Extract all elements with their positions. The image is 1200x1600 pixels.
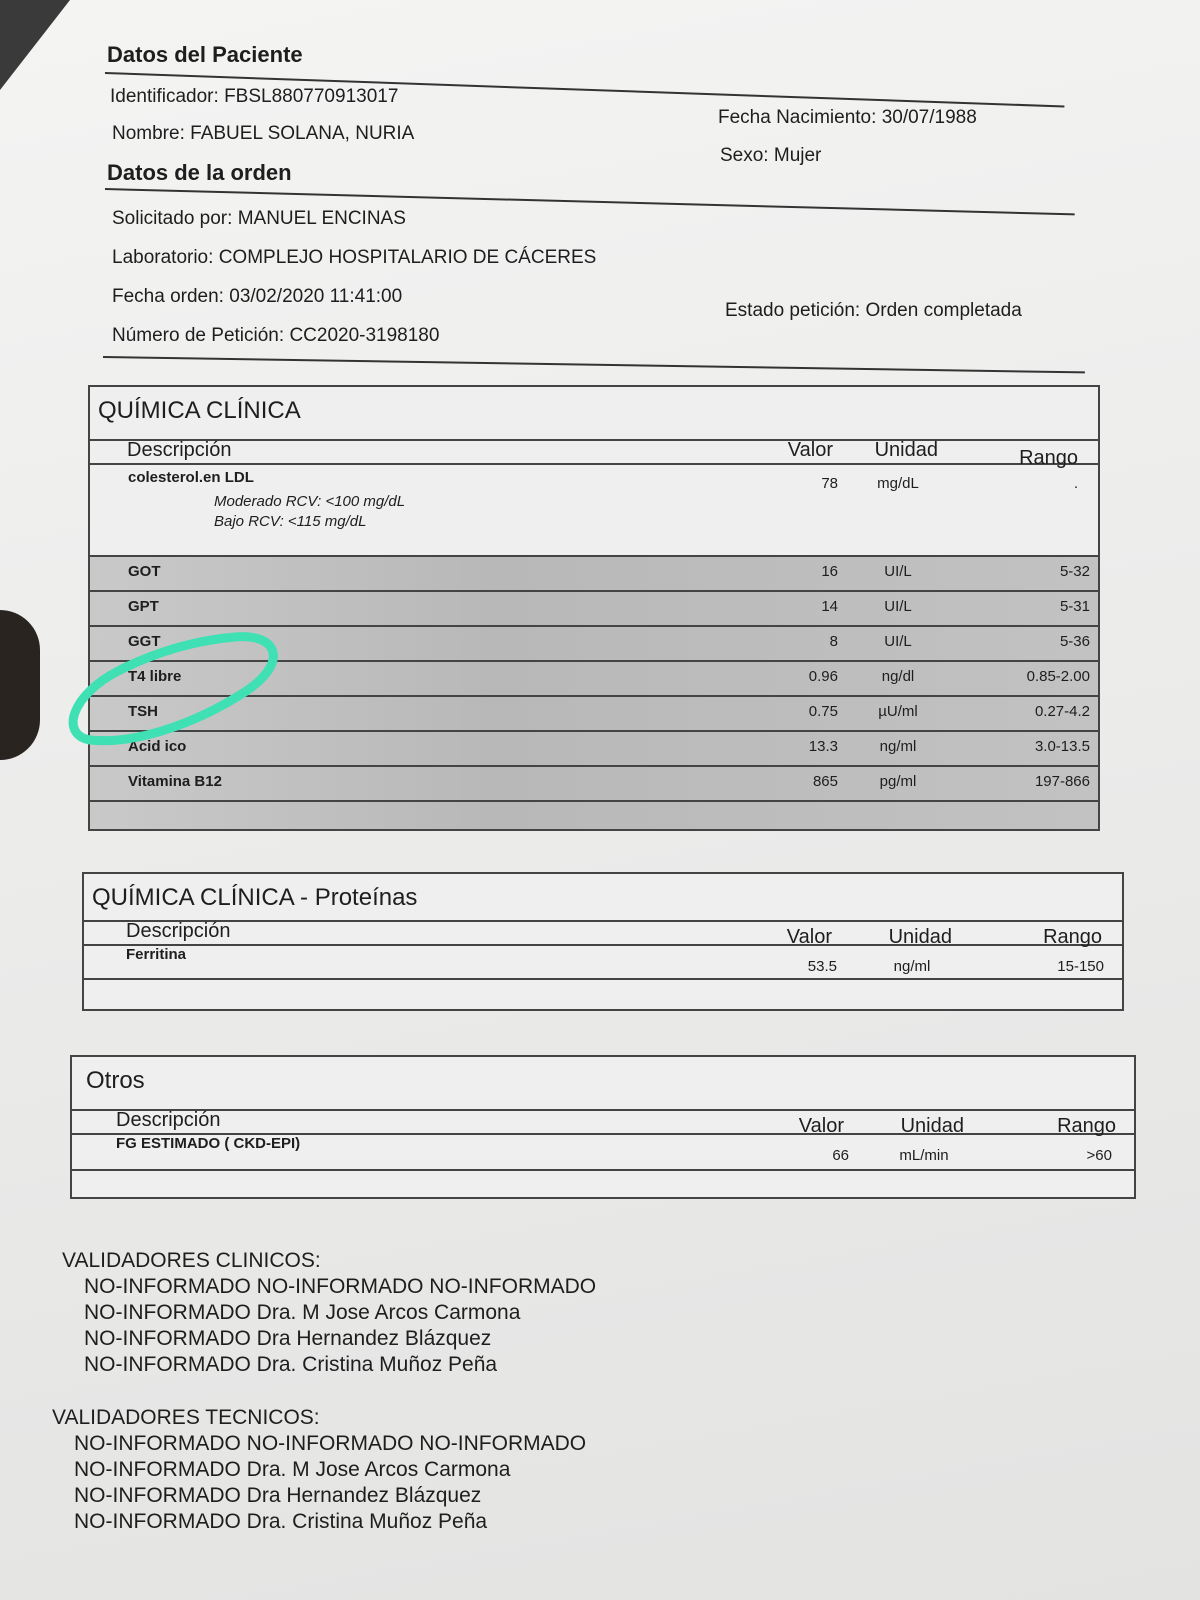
header-value: Valor <box>787 439 833 461</box>
patient-id: Identificador: FBSL880770913017 <box>110 86 399 107</box>
row-unit: ng/ml <box>893 958 931 975</box>
row-description: GPT <box>128 598 159 615</box>
dark-background-corner <box>0 0 70 90</box>
highlight-circle-annotation <box>60 625 290 765</box>
header-unit: Unidad <box>888 926 952 948</box>
row-range: >60 <box>1086 1147 1112 1164</box>
header-range: Rango <box>1057 1115 1116 1137</box>
row-unit: ng/dl <box>881 668 915 685</box>
patient-dob: Fecha Nacimiento: 30/07/1988 <box>718 107 977 128</box>
row-unit: pg/ml <box>879 773 917 790</box>
order-section-title: Datos de la orden <box>107 160 292 185</box>
clinical-validators-title: VALIDADORES CLINICOS: <box>62 1249 321 1272</box>
validator-line: NO-INFORMADO NO-INFORMADO NO-INFORMADO <box>74 1432 587 1455</box>
header-description: Descripción <box>127 439 232 461</box>
order-date: Fecha orden: 03/02/2020 11:41:00 <box>112 286 403 307</box>
order-number: Número de Petición: CC2020-3198180 <box>112 325 440 346</box>
header-value: Valor <box>786 926 832 948</box>
table-row <box>90 767 1098 802</box>
validator-line: NO-INFORMADO Dra Hernandez Blázquez <box>74 1484 482 1507</box>
row-value: 0.96 <box>808 668 838 685</box>
clinical-validators <box>62 1248 596 1378</box>
validator-line: NO-INFORMADO NO-INFORMADO NO-INFORMADO <box>84 1275 597 1298</box>
header-unit: Unidad <box>874 439 938 461</box>
row-description: GOT <box>128 563 161 580</box>
table-row <box>90 557 1098 592</box>
otros-table <box>70 1055 1136 1199</box>
row-value: 14 <box>821 598 838 615</box>
row-description: FG ESTIMADO ( CKD-EPI) <box>116 1135 301 1152</box>
row-value: 78 <box>821 475 838 492</box>
row-description: Vitamina B12 <box>128 773 222 790</box>
row-range: 15-150 <box>1057 958 1104 975</box>
row-value: 0.75 <box>808 703 838 720</box>
technical-validators <box>52 1405 586 1535</box>
row-range: 197-866 <box>1034 773 1090 790</box>
empty-row <box>90 802 1098 829</box>
table-row <box>90 463 1098 557</box>
row-value: 865 <box>812 773 838 790</box>
header-unit: Unidad <box>900 1115 964 1137</box>
row-unit: mL/min <box>899 1147 949 1164</box>
validator-line: NO-INFORMADO Dra. M Jose Arcos Carmona <box>84 1301 521 1324</box>
row-description: T4 libre <box>128 668 182 685</box>
row-value: 8 <box>829 633 838 650</box>
row-unit: µU/ml <box>878 703 918 720</box>
patient-sex: Sexo: Mujer <box>720 145 822 166</box>
order-requested-by: Solicitado por: MANUEL ENCINAS <box>112 208 406 229</box>
row-range: 5-32 <box>1059 563 1090 580</box>
patient-name: Nombre: FABUEL SOLANA, NURIA <box>112 123 415 144</box>
validator-line: NO-INFORMADO Dra. Cristina Muñoz Peña <box>74 1510 488 1533</box>
row-description: Acid ico <box>128 738 187 755</box>
order-laboratory: Laboratorio: COMPLEJO HOSPITALARIO DE CÁCERES <box>112 247 597 268</box>
row-unit: UI/L <box>884 598 912 615</box>
proteinas-table <box>82 872 1124 1011</box>
row-range: . <box>1073 475 1078 492</box>
table-header <box>84 920 1122 946</box>
technical-validators-title: VALIDADORES TECNICOS: <box>52 1406 320 1429</box>
row-value: 66 <box>832 1147 849 1164</box>
row-unit: mg/dL <box>877 475 919 492</box>
table-row <box>72 1133 1134 1171</box>
header-range: Rango <box>1019 447 1078 469</box>
ldl-note-moderate: Moderado RCV: <100 mg/dL <box>214 493 406 510</box>
row-unit: ng/ml <box>879 738 917 755</box>
row-value: 16 <box>821 563 838 580</box>
row-description: Ferritina <box>126 946 187 963</box>
table-header <box>72 1109 1134 1135</box>
row-range: 5-36 <box>1059 633 1090 650</box>
row-value: 53.5 <box>807 958 837 975</box>
row-range: 0.85-2.00 <box>1026 668 1090 685</box>
row-description: GGT <box>128 633 161 650</box>
table-header <box>90 439 1098 469</box>
table-title: QUÍMICA CLÍNICA - Proteínas <box>92 884 418 911</box>
validator-line: NO-INFORMADO Dra. Cristina Muñoz Peña <box>84 1353 498 1376</box>
row-range: 3.0-13.5 <box>1034 738 1090 755</box>
header-description: Descripción <box>116 1109 221 1131</box>
header-range: Rango <box>1043 926 1102 948</box>
header-description: Descripción <box>126 920 231 942</box>
table-title: QUÍMICA CLÍNICA <box>98 397 301 424</box>
row-value: 13.3 <box>808 738 838 755</box>
finger-holding-page <box>0 610 40 760</box>
validator-line: NO-INFORMADO Dra Hernandez Blázquez <box>84 1327 492 1350</box>
table-title: Otros <box>86 1067 145 1094</box>
row-unit: UI/L <box>884 633 912 650</box>
row-description: TSH <box>128 703 158 720</box>
table-row <box>90 592 1098 627</box>
row-description: colesterol.en LDL <box>128 469 254 486</box>
validator-line: NO-INFORMADO Dra. M Jose Arcos Carmona <box>74 1458 511 1481</box>
patient-section-title: Datos del Paciente <box>107 42 303 67</box>
order-status: Estado petición: Orden completada <box>725 300 1022 321</box>
row-range: 0.27-4.2 <box>1034 703 1090 720</box>
table-row <box>84 944 1122 980</box>
header-value: Valor <box>798 1115 844 1137</box>
row-range: 5-31 <box>1059 598 1090 615</box>
row-unit: UI/L <box>884 563 912 580</box>
ldl-note-low: Bajo RCV: <115 mg/dL <box>214 513 367 530</box>
